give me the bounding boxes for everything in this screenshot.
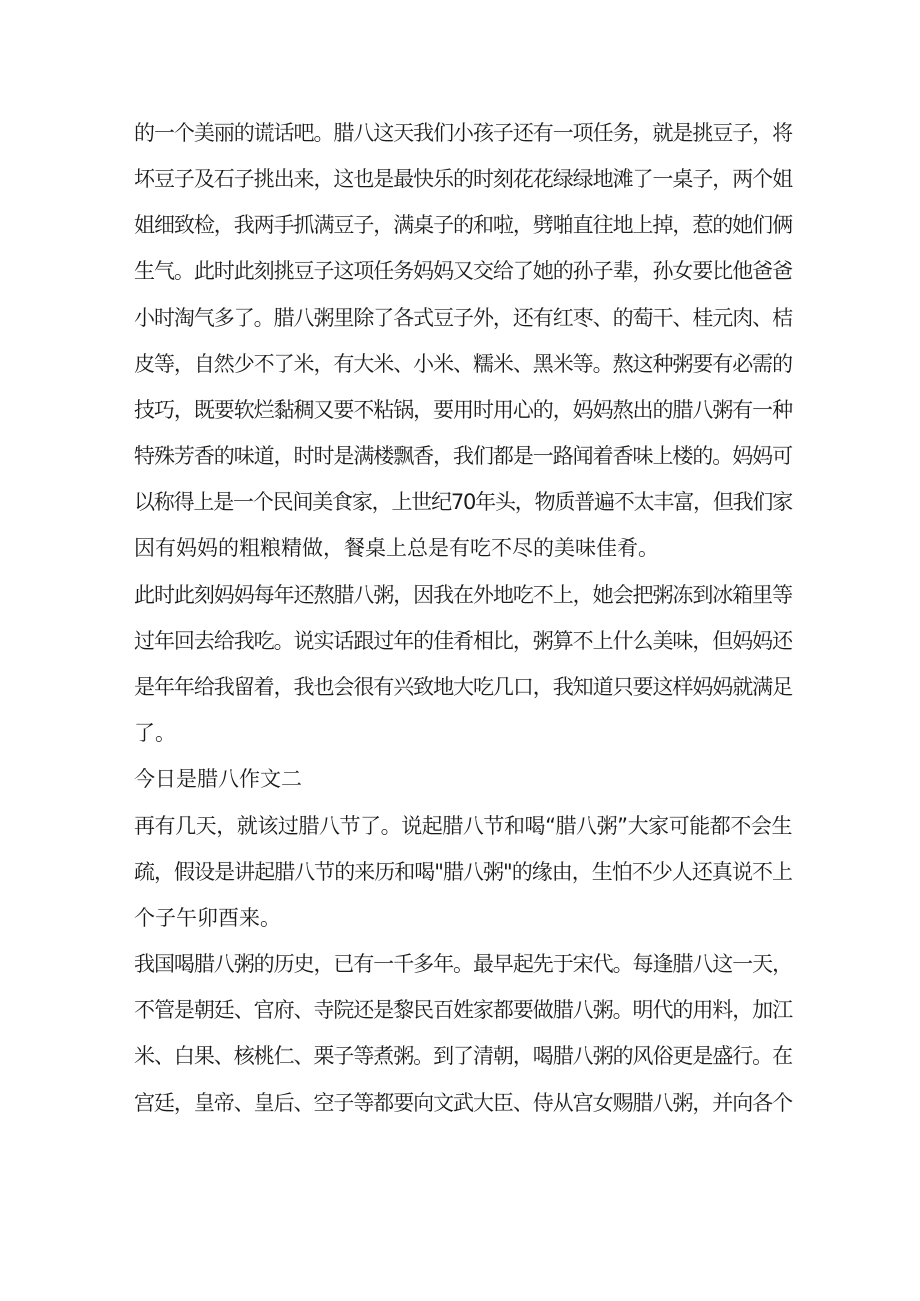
text-line: 再有几天，就该过腊八节了。说起腊八节和喝“腊八粥”大家可能都不会生: [134, 814, 792, 838]
text-line: 米、白果、核桃仁、栗子等煮粥。到了清朝，喝腊八粥的风俗更是盛行。在: [134, 1044, 792, 1068]
text-line: 特殊芳香的味道，时时是满楼飘香，我们都是一路闻着香味上楼的。妈妈可: [134, 444, 792, 468]
text-line: 皮等，自然少不了米，有大米、小米、糯米、黑米等。熬这种粥要有必需的: [134, 352, 792, 376]
section-heading: 今日是腊八作文二: [134, 767, 302, 791]
text-line: 以称得上是一个民间美食家，上世纪70年头，物质普遍不太丰富，但我们家: [134, 490, 792, 514]
text-line: 的一个美丽的谎话吧。腊八这天我们小孩子还有一项任务，就是挑豆子，将: [134, 121, 792, 145]
text-line: 过年回去给我吃。说实话跟过年的佳肴相比，粥算不上什么美味，但妈妈还: [134, 629, 792, 653]
text-line: 坏豆子及石子挑出来，这也是最快乐的时刻花花绿绿地滩了一桌子，两个姐: [134, 167, 792, 191]
text-line: 个子午卯酉来。: [134, 906, 281, 930]
text-line: 不管是朝廷、官府、寺院还是黎民百姓家都要做腊八粥。明代的用料，加江: [134, 998, 792, 1022]
text-line: 宫廷，皇帝、皇后、空子等都要向文武大臣、侍从宫女赐腊八粥，并向各个: [134, 1091, 792, 1115]
text-line: 小时淘气多了。腊八粥里除了各式豆子外，还有红枣、的萄干、桂元肉、桔: [134, 306, 792, 330]
text-line: 是年年给我留着，我也会很有兴致地大吃几口，我知道只要这样妈妈就满足: [134, 675, 792, 699]
text-line: 姐细致检，我两手抓满豆子，满桌子的和啦，劈啪直往地上掉，惹的她们俩: [134, 213, 792, 237]
text-line: 技巧，既要软烂黏稠又要不粘锅，要用时用心的，妈妈熬出的腊八粥有一种: [134, 398, 792, 422]
text-line: 了。: [134, 721, 176, 745]
text-line: 疏，假设是讲起腊八节的来历和喝"腊八粥"的缘由，生怕不少人还真说不上: [134, 860, 792, 884]
text-line: 生气。此时此刻挑豆子这项任务妈妈又交给了她的孙子辈，孙女要比他爸爸: [134, 259, 792, 283]
text-line: 我国喝腊八粥的历史，已有一千多年。最早起先于宋代。每逢腊八这一天，: [134, 952, 792, 976]
text-line: 此时此刻妈妈每年还熬腊八粥，因我在外地吃不上，她会把粥冻到冰箱里等: [134, 583, 792, 607]
text-line: 因有妈妈的粗粮精做，餐桌上总是有吃不尽的美味佳肴。: [134, 536, 659, 560]
